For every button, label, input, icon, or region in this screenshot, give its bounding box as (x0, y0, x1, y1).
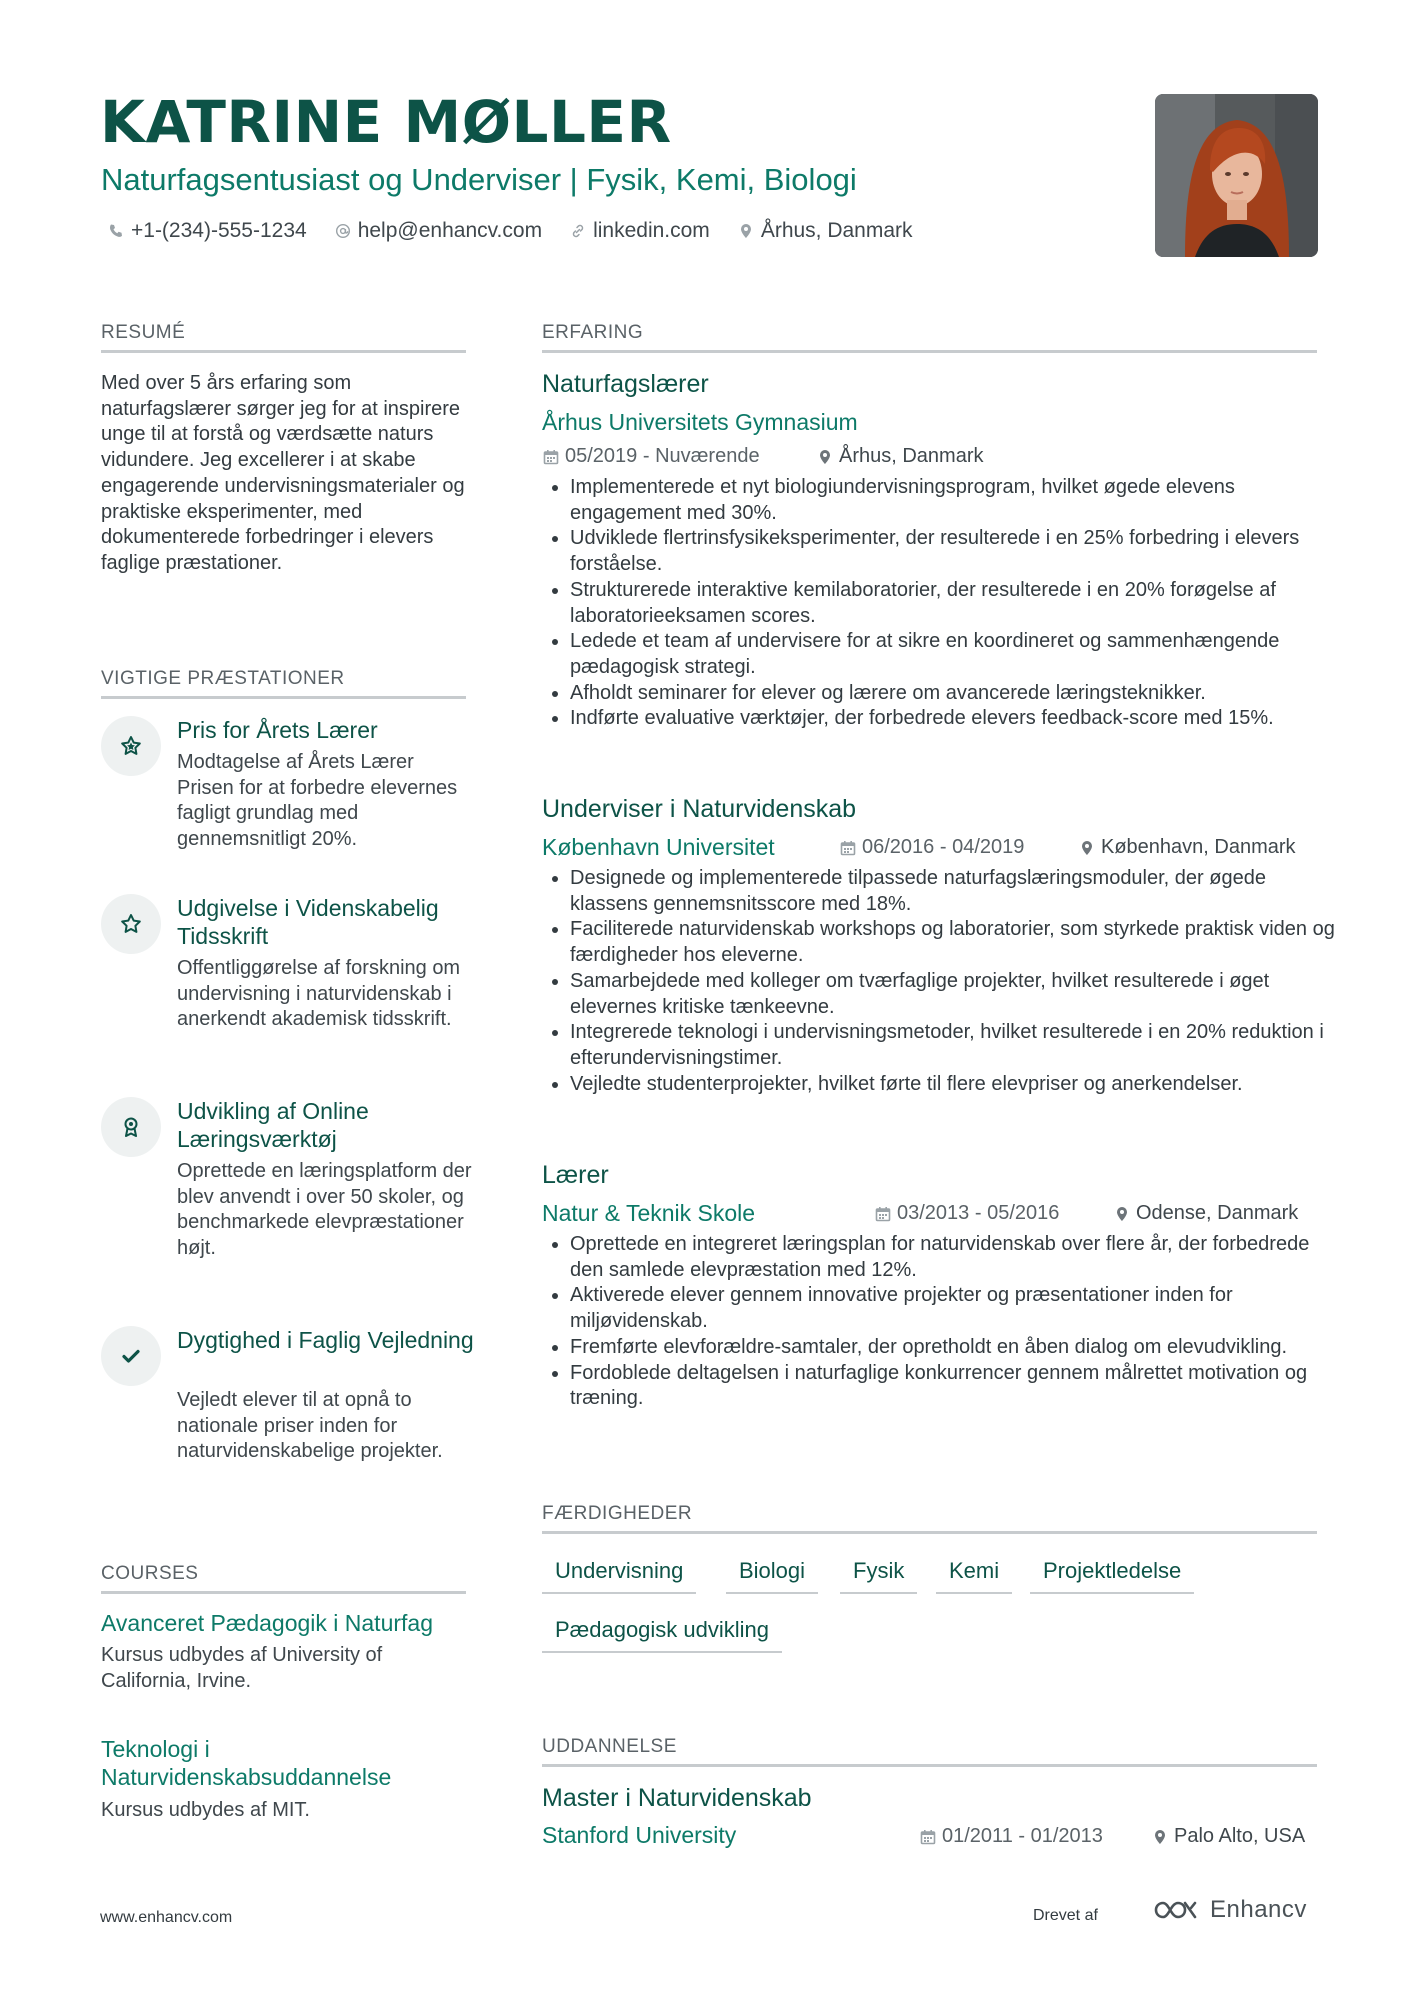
footer-url[interactable]: www.enhancv.com (100, 1909, 233, 1926)
job-location-text: Århus, Danmark (839, 445, 984, 467)
phone-text: +1-(234)-555-1234 (131, 219, 307, 242)
map-pin-icon (1152, 1829, 1168, 1845)
footer-brand-text: Enhancv (1210, 1896, 1307, 1923)
calendar-icon (920, 1829, 936, 1845)
at-icon (335, 223, 351, 239)
footer-brand[interactable] (1152, 1896, 1307, 1924)
job-bullet: • Indførte evaluative værktøjer, der forbedrede elevers feedback-score med 15%. (570, 706, 1345, 732)
contact-location (738, 219, 913, 243)
job-dates (840, 836, 1024, 859)
skills-heading: FÆRDIGHEDER (542, 1503, 1317, 1534)
candidate-name: KATRINE MØLLER (100, 88, 672, 156)
job-bullet: • Udviklede flertrinsfysikeksperimenter, der resulterede i en 25% forbedring i elevers forståelse. (570, 526, 1345, 577)
course-desc: Kursus udbydes af MIT. (101, 1799, 310, 1821)
skill-tag: Fysik (840, 1558, 917, 1594)
skill-tag: Biologi (726, 1558, 818, 1594)
profile-photo (1155, 94, 1318, 257)
job-bullet: • Vejledte studenterprojekter, hvilket førte til flere elevpriser og anerkendelser. (570, 1072, 1345, 1098)
course-desc: Kursus udbydes af University of California, Irvine. (101, 1644, 383, 1692)
job-location-text: København, Danmark (1101, 836, 1296, 858)
candidate-title: Naturfagsentusiast og Underviser | Fysik, Kemi, Biologi (101, 162, 857, 197)
skill-tag: Projektledelse (1030, 1558, 1194, 1594)
skill-tag: Pædagogisk udvikling (542, 1617, 782, 1653)
achievement-title: Pris for Årets Lærer (177, 717, 378, 743)
enhancv-logo-icon (1152, 1898, 1200, 1922)
course-title: Teknologi i Naturvidenskabsuddannelse (101, 1736, 392, 1790)
job-bullets (542, 866, 1345, 1097)
skill-tag: Undervisning (542, 1558, 696, 1594)
linkedin-text: linkedin.com (593, 219, 710, 242)
job-bullets (542, 475, 1345, 732)
education-degree: Master i Naturvidenskab (542, 1784, 812, 1812)
summary-heading: RESUMÉ (101, 322, 466, 353)
education-school: Stanford University (542, 1822, 737, 1848)
job-title: Naturfagslærer (542, 370, 709, 398)
achievement-desc: Offentliggørelse af forskning om undervisning i naturvidenskab i anerkendt akademisk tidsskrift. (177, 957, 461, 1031)
star-filled-icon (119, 734, 143, 758)
calendar-icon (840, 840, 856, 856)
job-dates-text: 06/2016 - 04/2019 (862, 836, 1025, 858)
experience-heading: ERFARING (542, 322, 1317, 353)
job-bullet: • Aktiverede elever gennem innovative projekter og præsentationer inden for miljøvidenskab. (570, 1283, 1345, 1334)
achievement-title: Dygtighed i Faglig Vejledning (177, 1327, 474, 1353)
job-location (817, 445, 984, 468)
job-bullet: • Strukturerede interaktive kemilaboratorier, der resulterede i en 20% forøgelse af laboratorieeksamen scores. (570, 578, 1345, 629)
summary-text: Med over 5 års erfaring som naturfagslærer sørger jeg for at inspirere unge til at forstå og værdsætte naturs vidundere. Jeg excellerer i at skabe engagerende undervisningsmaterialer og praktiske eksperimenter, med dokumenterede forbedringer i elevers faglige præstationer. (101, 372, 465, 574)
map-pin-icon (1079, 840, 1095, 856)
achievement-desc: Oprettede en læringsplatform der blev anvendt i over 50 skoler, og benchmarkede elevpræstationer højt. (177, 1160, 472, 1260)
contact-linkedin[interactable] (570, 219, 710, 243)
achievement-icon-wrap (101, 1097, 161, 1157)
job-bullet: • Implementerede et nyt biologiundervisningsprogram, hvilket øgede elevens engagement med 30%. (570, 475, 1345, 526)
achievement-icon-wrap (101, 894, 161, 954)
job-location-text: Odense, Danmark (1136, 1202, 1299, 1224)
contact-phone[interactable] (108, 219, 307, 243)
courses-heading: COURSES (101, 1563, 466, 1594)
achievement-desc: Modtagelse af Årets Lærer Prisen for at forbedre elevernes fagligt grundlag med gennemsnitligt 20%. (177, 751, 458, 851)
achievement-icon-wrap (101, 1326, 161, 1386)
skill-tag: Kemi (936, 1558, 1012, 1594)
job-company: København Universitet (542, 834, 775, 860)
contact-bar (108, 219, 913, 243)
job-bullet: • Fordoblede deltagelsen i naturfaglige konkurrencer gennem målrettet motivation og træning. (570, 1361, 1345, 1412)
job-bullet: • Oprettede en integreret læringsplan for naturvidenskab over flere år, der forbedrede den samlede elevpræstation med 12%. (570, 1232, 1345, 1283)
job-bullets (542, 1232, 1345, 1412)
map-pin-icon (738, 223, 754, 239)
education-dates (920, 1825, 1103, 1848)
job-dates (543, 445, 760, 468)
course-title: Avanceret Pædagogik i Naturfag (101, 1610, 433, 1636)
achievement-desc: Vejledt elever til at opnå to nationale priser inden for naturvidenskabelige projekter. (177, 1389, 443, 1463)
job-dates (875, 1202, 1059, 1225)
job-bullet: • Integrerede teknologi i undervisningsmetoder, hvilket resulterede i en 20% reduktion i efterundervisningstimer. (570, 1020, 1345, 1071)
calendar-icon (875, 1206, 891, 1222)
job-company: Århus Universitets Gymnasium (542, 409, 858, 435)
job-bullet: • Afholdt seminarer for elever og lærere om avancerede læringsteknikker. (570, 681, 1345, 707)
job-location (1114, 1202, 1298, 1225)
job-bullet: • Samarbejdede med kolleger om tværfaglige projekter, hvilket resulterede i øget elevernes kritiske tænkeevne. (570, 969, 1345, 1020)
job-dates-text: 05/2019 - Nuværende (565, 445, 760, 467)
footer-powered-by: Drevet af (1033, 1907, 1098, 1924)
map-pin-icon (1114, 1206, 1130, 1222)
education-location (1152, 1825, 1305, 1848)
achievements-heading: VIGTIGE PRÆSTATIONER (101, 668, 466, 699)
award-icon (119, 1115, 143, 1139)
link-icon (570, 223, 586, 239)
contact-email[interactable] (335, 219, 542, 243)
star-outline-icon (119, 912, 143, 936)
achievement-icon-wrap (101, 716, 161, 776)
job-bullet: • Ledede et team af undervisere for at sikre en koordineret og sammenhængende pædagogisk strategi. (570, 629, 1345, 680)
job-dates-text: 03/2013 - 05/2016 (897, 1202, 1060, 1224)
education-location-text: Palo Alto, USA (1174, 1825, 1306, 1847)
calendar-icon (543, 449, 559, 465)
job-bullet: • Designede og implementerede tilpassede naturfagslæringsmoduler, der øgede klassens gennemsnitsscore med 18%. (570, 866, 1345, 917)
job-location (1079, 836, 1296, 859)
achievement-title: Udvikling af Online Læringsværktøj (177, 1098, 369, 1152)
job-title: Underviser i Naturvidenskab (542, 795, 857, 823)
education-dates-text: 01/2011 - 01/2013 (942, 1825, 1103, 1847)
phone-icon (108, 223, 124, 239)
job-bullet: • Faciliterede naturvidenskab workshops og laboratorier, som styrkede praktisk viden og færdigheder hos eleverne. (570, 917, 1345, 968)
email-text: help@enhancv.com (357, 219, 543, 242)
job-company: Natur & Teknik Skole (542, 1200, 756, 1226)
education-heading: UDDANNELSE (542, 1736, 1317, 1767)
check-icon (119, 1344, 143, 1368)
job-bullet: • Fremførte elevforældre-samtaler, der opretholdt en åben dialog om elevudvikling. (570, 1335, 1345, 1361)
achievement-title: Udgivelse i Videnskabelig Tidsskrift (177, 895, 439, 949)
location-text: Århus, Danmark (760, 219, 913, 242)
job-title: Lærer (542, 1161, 609, 1189)
map-pin-icon (817, 449, 833, 465)
